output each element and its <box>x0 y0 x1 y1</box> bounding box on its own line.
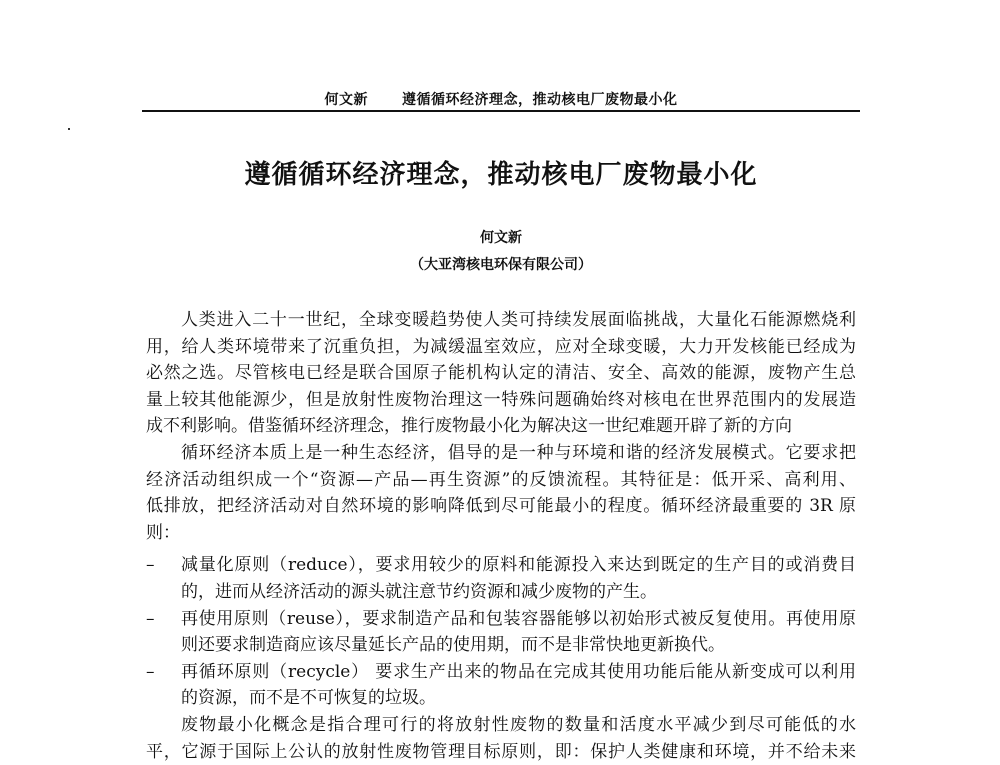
text-line: 经济活动组织成一个“资源—产品—再生资源”的反馈流程。其特征是：低开采、高利用、 <box>146 467 856 494</box>
author: 何文新 <box>146 227 856 247</box>
text-line: 的资源，而不是不可恢复的垃圾。 <box>181 685 856 712</box>
bullet-recycle <box>146 659 856 712</box>
page-title: 遵循循环经济理念，推动核电厂废物最小化 <box>146 154 856 191</box>
text-line: 成不利影响。借鉴循环经济理念，推行废物最小化为解决这一世纪难题开辟了新的方向 <box>146 413 856 440</box>
text-line: 平，它源于国际上公认的放射性废物管理目标原则，即：保护人类健康和环境，并不给未来 <box>146 739 856 765</box>
text-line: 再循环原则（recycle） 要求生产出来的物品在完成其使用功能后能从新变成可以利用 <box>181 659 856 686</box>
paragraph-1 <box>146 307 856 440</box>
text-line: 量上较其他能源少，但是放射性废物治理这一特殊问题确始终对核电在世界范围内的发展造 <box>146 387 856 414</box>
running-header <box>146 89 856 109</box>
bullet-marker: – <box>146 659 155 686</box>
running-header-author: 何文新 <box>325 92 369 108</box>
text-line: 则： <box>146 520 856 547</box>
text-line: 用，给人类环境带来了沉重负担，为减缓温室效应，应对全球变暖，大力开发核能已经成为 <box>146 334 856 361</box>
text-line: 低排放，把经济活动对自然环境的影响降低到尽可能最小的程度。循环经济最重要的 3R 原 <box>146 493 856 520</box>
paragraph-3 <box>146 712 856 765</box>
bullet-marker: – <box>146 552 155 579</box>
bullet-reduce <box>146 552 856 605</box>
text-line: 减量化原则（reduce），要求用较少的原料和能源投入来达到既定的生产目的或消费目 <box>181 552 856 579</box>
bullet-marker: – <box>146 606 155 633</box>
text-line: 的，进而从经济活动的源头就注意节约资源和减少废物的产生。 <box>181 579 856 606</box>
text-line: 再使用原则（reuse），要求制造产品和包装容器能够以初始形式被反复使用。再使用原 <box>181 606 856 633</box>
header-rule <box>142 110 860 112</box>
running-header-title: 遵循循环经济理念，推动核电厂废物最小化 <box>402 92 678 108</box>
paragraph-2 <box>146 440 856 546</box>
text-line: 人类进入二十一世纪，全球变暖趋势使人类可持续发展面临挑战，大量化石能源燃烧利 <box>146 307 856 334</box>
bullet-reuse <box>146 606 856 659</box>
text-line: 则还要求制造商应该尽量延长产品的使用期，而不是非常快地更新换代。 <box>181 632 856 659</box>
affiliation: （大亚湾核电环保有限公司） <box>146 254 856 274</box>
text-line: 必然之选。尽管核电已经是联合国原子能机构认定的清洁、安全、高效的能源，废物产生总 <box>146 360 856 387</box>
body-text <box>146 307 856 765</box>
text-line: 循环经济本质上是一种生态经济，倡导的是一种与环境和谐的经济发展模式。它要求把 <box>146 440 856 467</box>
text-line: 废物最小化概念是指合理可行的将放射性废物的数量和活度水平减少到尽可能低的水 <box>146 712 856 739</box>
scan-speck <box>68 128 70 130</box>
